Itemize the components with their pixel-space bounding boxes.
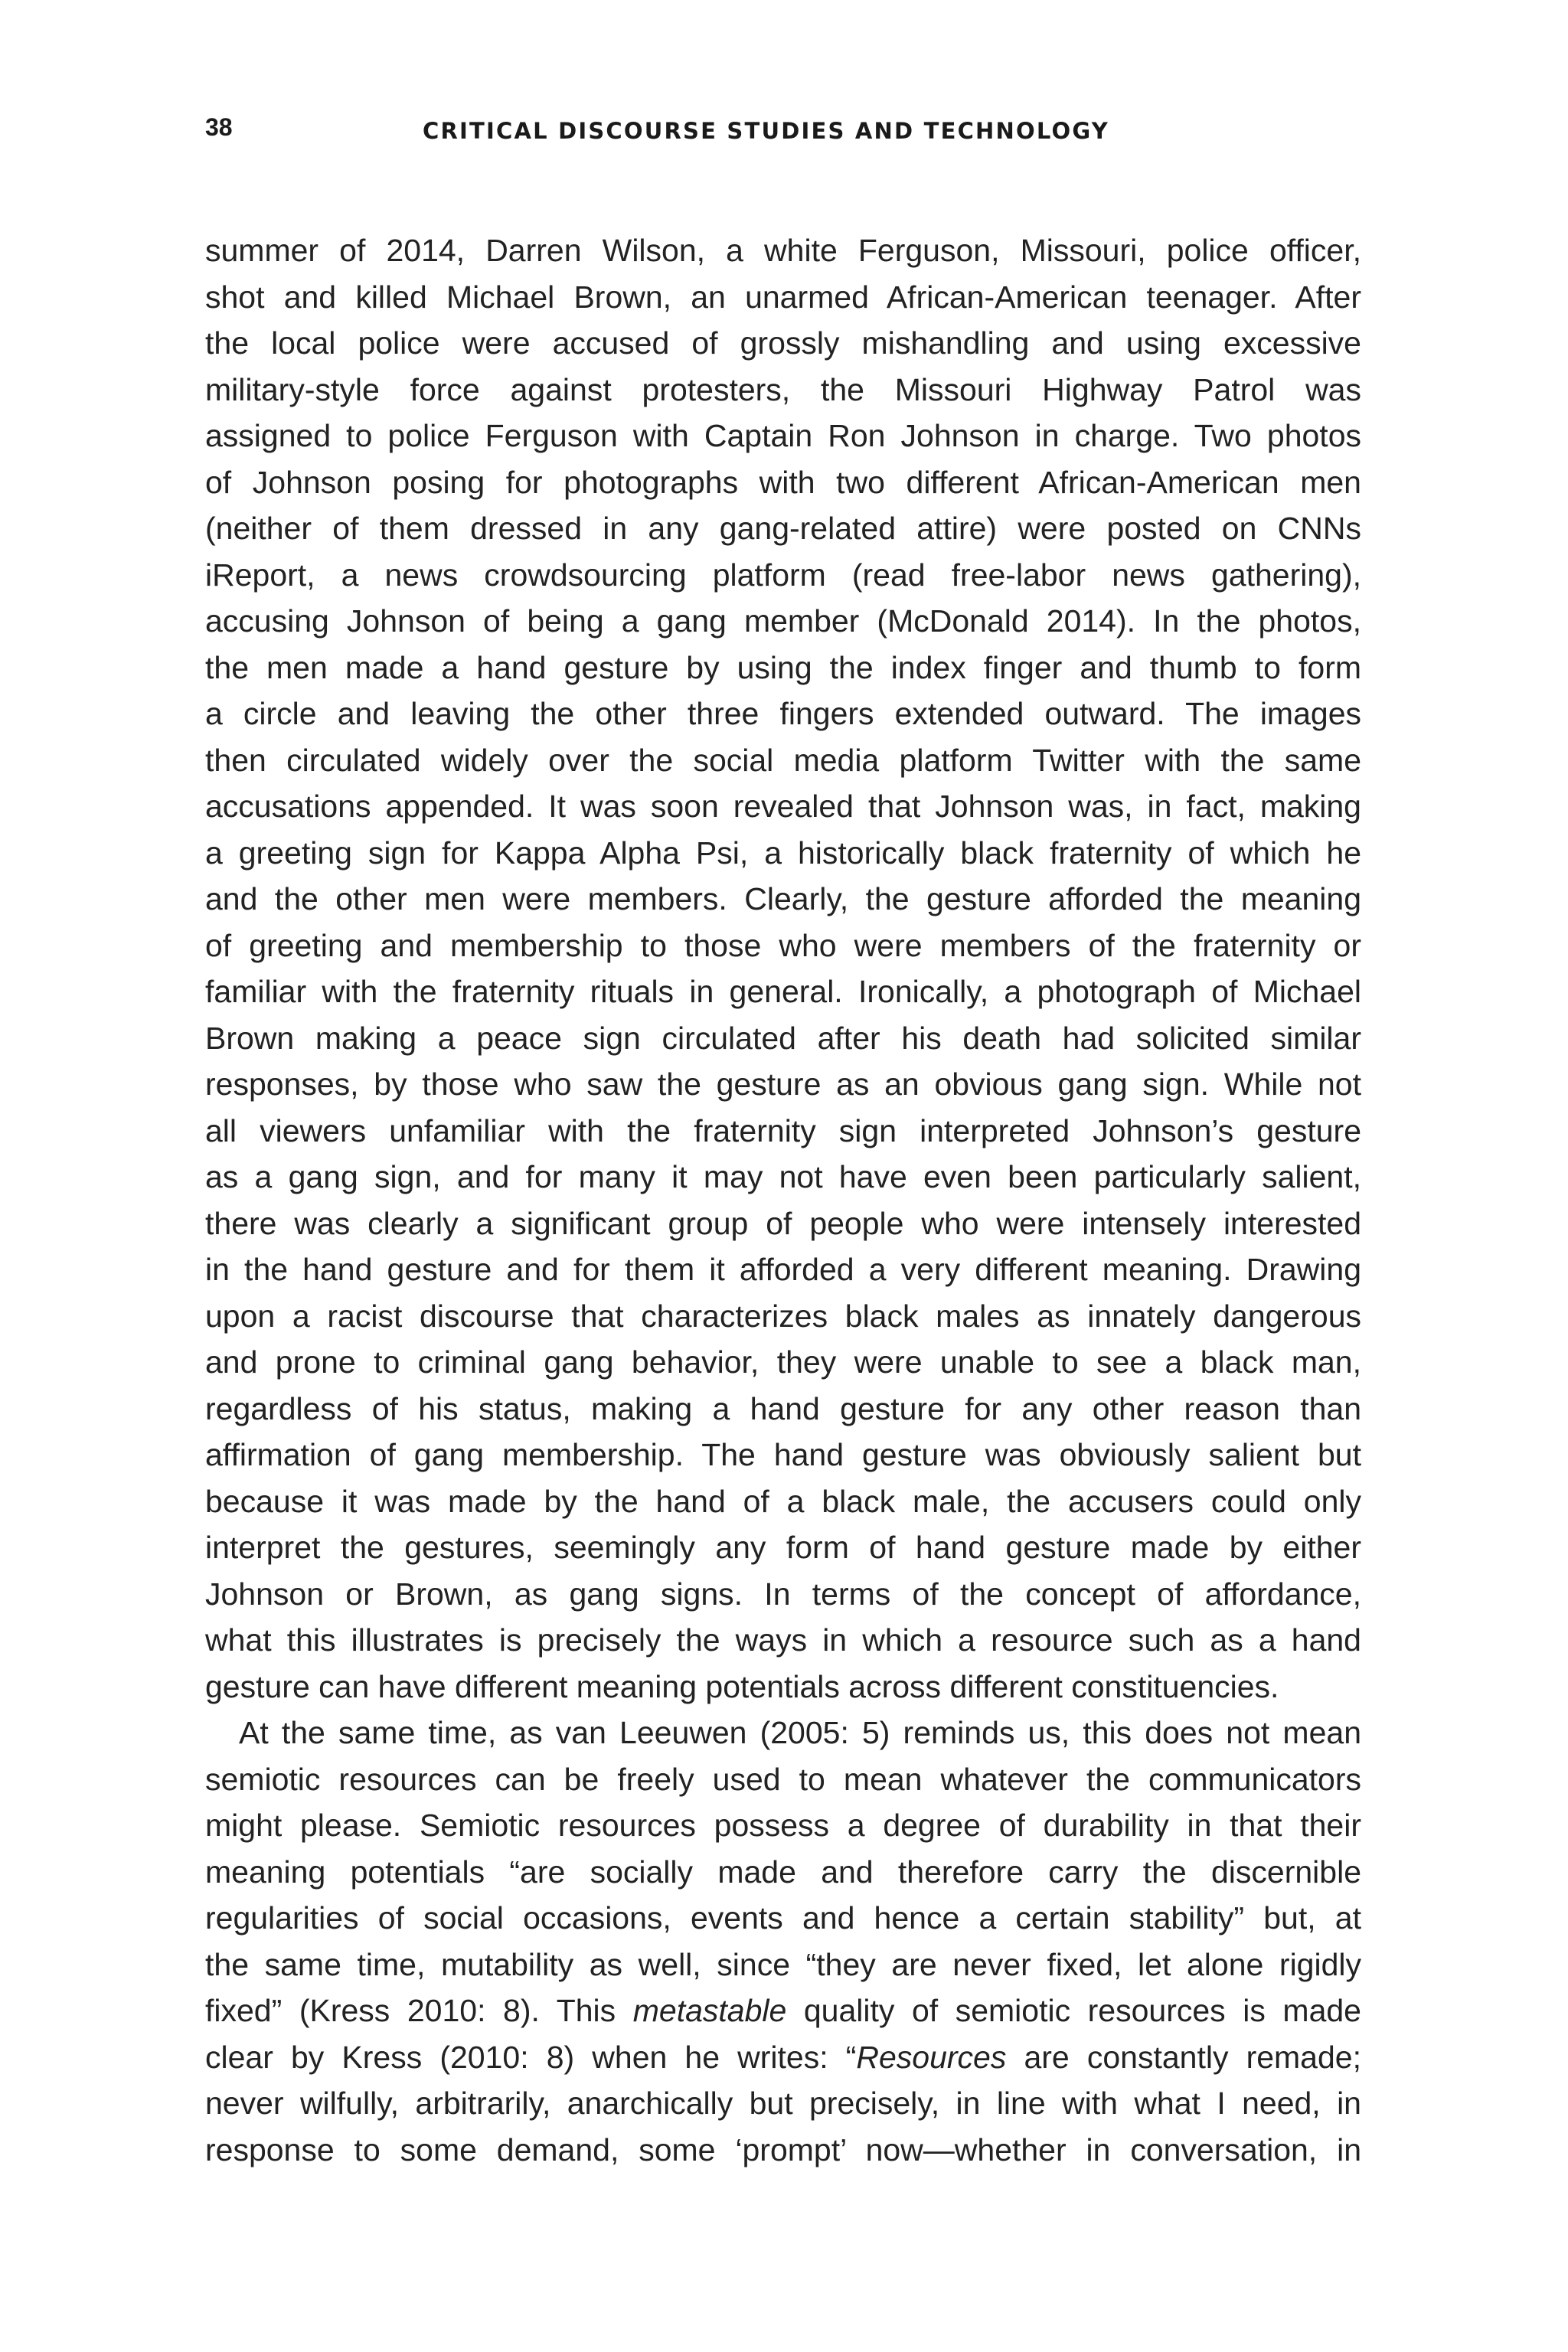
text-line: accusing Johnson of being a gang member (McDonald 2014). In the photos,: [205, 603, 1361, 639]
text-line: of greeting and membership to those who were members of the fraternity or: [205, 927, 1361, 963]
text-line: familiar with the fraternity rituals in general. Ironically, a photograph of Michael: [205, 974, 1361, 1009]
text-line: a greeting sign for Kappa Alpha Psi, a historically black fraternity of which he: [205, 835, 1361, 871]
paragraph-end-line: gesture can have different meaning potentials across different constituencies.: [205, 1668, 1279, 1704]
body-text: [205, 227, 1361, 2173]
text-line: the men made a hand gesture by using the index finger and thumb to form: [205, 649, 1361, 685]
text-line: there was clearly a significant group of people who were intensely interested: [205, 1205, 1361, 1241]
text-line: affirmation of gang membership. The hand gesture was obviously salient but: [205, 1437, 1361, 1472]
text-line: regularities of social occasions, events and hence a certain stability” but, at: [205, 1900, 1361, 1936]
text-segment: quality of semiotic resources is made: [786, 1993, 1361, 2028]
text-line: iReport, a news crowdsourcing platform (read free-labor news gathering),: [205, 557, 1361, 593]
text-line: semiotic resources can be freely used to mean whatever the communicators: [205, 1761, 1361, 1797]
italic-term: Resources: [856, 2039, 1007, 2075]
text-line: military-style force against protesters, the Missouri Highway Patrol was: [205, 371, 1361, 407]
text-line-with-italic: [205, 2034, 1361, 2081]
text-segment: clear by Kress (2010: 8) when he writes: “: [205, 2039, 857, 2075]
text-line: Brown making a peace sign circulated after his death had solicited similar: [205, 1020, 1361, 1056]
paragraph-first-line: At the same time, as van Leeuwen (2005: 5) reminds us, this does not mean: [239, 1715, 1361, 1750]
text-line: a circle and leaving the other three fingers extended outward. The images: [205, 696, 1361, 731]
text-line: and prone to criminal gang behavior, they were unable to see a black man,: [205, 1344, 1361, 1380]
text-line: meaning potentials “are socially made and therefore carry the discernible: [205, 1854, 1361, 1890]
text-line: response to some demand, some ‘prompt’ now—whether in conversation, in: [205, 2132, 1361, 2167]
text-segment: are constantly remade;: [1006, 2039, 1361, 2075]
text-line: then circulated widely over the social media platform Twitter with the same: [205, 742, 1361, 778]
text-line: regardless of his status, making a hand gesture for any other reason than: [205, 1390, 1361, 1426]
text-line: never wilfully, arbitrarily, anarchically but precisely, in line with what I need, in: [205, 2086, 1361, 2121]
text-line: and the other men were members. Clearly, the gesture afforded the meaning: [205, 881, 1361, 916]
text-line: responses, by those who saw the gesture as an obvious gang sign. While not: [205, 1067, 1361, 1102]
text-line: might please. Semiotic resources possess a degree of durability in that their: [205, 1808, 1361, 1843]
text-line: the same time, mutability as well, since “they are never fixed, let alone rigidly: [205, 1946, 1361, 1982]
text-line: interpret the gestures, seemingly any form of hand gesture made by either: [205, 1530, 1361, 1565]
text-line: in the hand gesture and for them it afforded a very different meaning. Drawing: [205, 1252, 1361, 1287]
text-line: summer of 2014, Darren Wilson, a white Ferguson, Missouri, police officer,: [205, 233, 1361, 268]
text-line: all viewers unfamiliar with the fraternity sign interpreted Johnson’s gesture: [205, 1112, 1361, 1148]
text-line: because it was made by the hand of a black male, the accusers could only: [205, 1483, 1361, 1519]
page-number: 38: [205, 113, 233, 141]
text-line: (neither of them dressed in any gang-related attire) were posted on CNNs: [205, 511, 1361, 546]
text-line: upon a racist discourse that characterizes black males as innately dangerous: [205, 1298, 1361, 1334]
running-head: CRITICAL DISCOURSE STUDIES AND TECHNOLOGY: [423, 118, 1109, 144]
text-line: as a gang sign, and for many it may not have even been particularly salient,: [205, 1159, 1361, 1194]
text-line: Johnson or Brown, as gang signs. In terms of the concept of affordance,: [205, 1576, 1361, 1612]
text-line: what this illustrates is precisely the ways in which a resource such as a hand: [205, 1622, 1361, 1658]
italic-term: metastable: [632, 1993, 787, 2028]
text-line: of Johnson posing for photographs with two different African-American men: [205, 464, 1361, 500]
text-line: shot and killed Michael Brown, an unarmed African-American teenager. After: [205, 279, 1361, 315]
text-line: assigned to police Ferguson with Captain Ron Johnson in charge. Two photos: [205, 418, 1361, 453]
text-line: accusations appended. It was soon revealed that Johnson was, in fact, making: [205, 789, 1361, 824]
text-line-with-italic: [205, 1988, 1361, 2034]
text-segment: fixed” (Kress 2010: 8). This: [205, 1993, 633, 2028]
text-line: the local police were accused of grossly mishandling and using excessive: [205, 325, 1361, 361]
